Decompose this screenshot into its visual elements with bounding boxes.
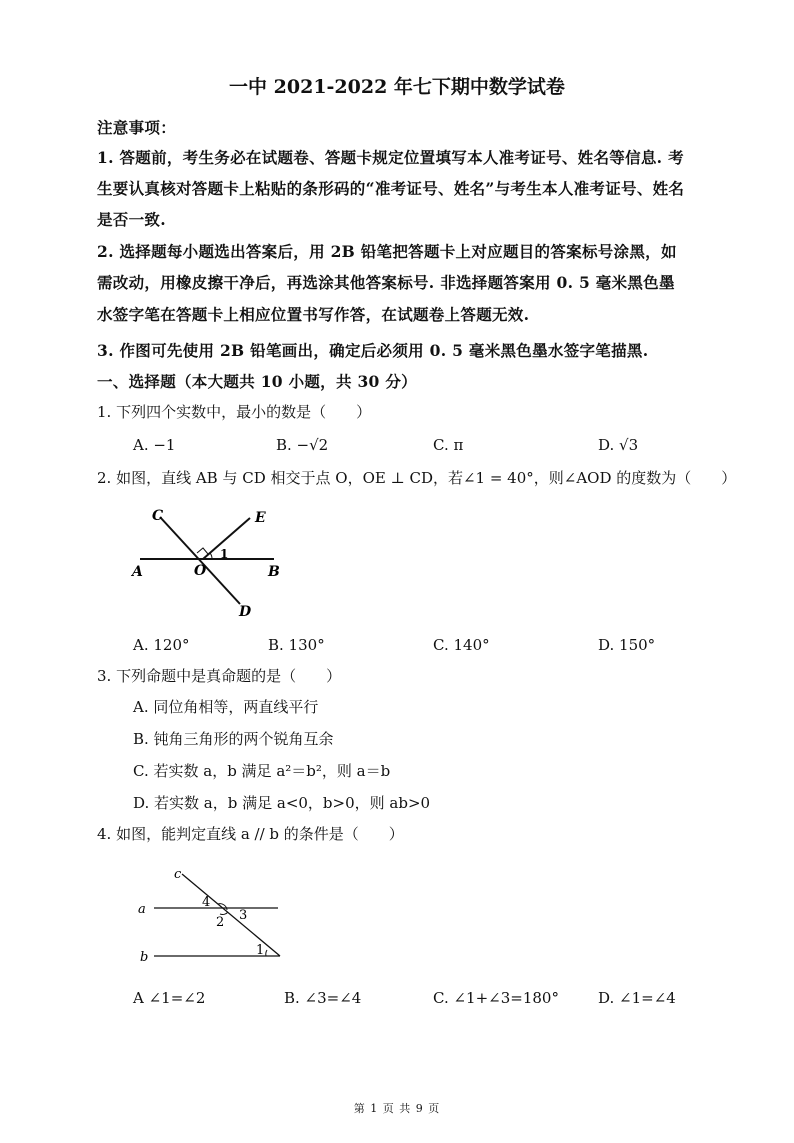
question-stem: 4. 如图，能判定直线 a // b 的条件是（ ） bbox=[97, 825, 404, 843]
figure-intersecting-lines bbox=[128, 500, 288, 622]
label-angle1: 1 bbox=[256, 943, 265, 958]
option-b: B. 钝角三角形的两个锐角互余 bbox=[133, 730, 334, 748]
option-a: A ∠1=∠2 bbox=[133, 989, 206, 1007]
label-d: D bbox=[239, 604, 252, 620]
option-d: D. 若实数 a，b 满足 a<0，b>0，则 ab>0 bbox=[133, 794, 431, 812]
option-a: A. 同位角相等，两直线平行 bbox=[133, 698, 319, 716]
page-title: 一中 2021-2022 年七下期中数学试卷 bbox=[229, 76, 565, 98]
notice-heading: 注意事项： bbox=[97, 118, 177, 137]
option-d: D. ∠1=∠4 bbox=[598, 989, 676, 1007]
notice-line: 是否一致. bbox=[97, 210, 166, 229]
option-d: D. 150° bbox=[598, 636, 656, 654]
question-stem: 2. 如图，直线 AB 与 CD 相交于点 O，OE ⊥ CD，若∠1 = 40°，则∠AOD 的度数为（ ） bbox=[97, 469, 737, 487]
question-stem: 3. 下列命题中是真命题的是（ ） bbox=[97, 667, 342, 685]
notice-line: 水签字笔在答题卡上相应位置书写作答，在试题卷上答题无效. bbox=[97, 305, 530, 324]
label-angle1: 1 bbox=[220, 547, 229, 561]
option-b: B. ∠3=∠4 bbox=[284, 989, 362, 1007]
section-heading: 一、选择题（本大题共 10 小题，共 30 分） bbox=[97, 372, 417, 391]
label-angle4: 4 bbox=[202, 895, 211, 910]
notice-line: 需改动，用橡皮擦干净后，再选涂其他答案标号. 非选择题答案用 0. 5 毫米黑色墨 bbox=[97, 273, 675, 292]
label-b: B bbox=[268, 564, 280, 580]
label-angle3: 3 bbox=[239, 908, 248, 923]
label-c: c bbox=[174, 867, 182, 882]
label-a: A bbox=[132, 564, 143, 580]
label-o: O bbox=[194, 563, 207, 579]
page-footer: 第 1 页 共 9 页 bbox=[353, 1102, 441, 1115]
notice-line: 2. 选择题每小题选出答案后，用 2B 铅笔把答题卡上对应题目的答案标号涂黑，如 bbox=[97, 242, 677, 261]
label-b: b bbox=[140, 950, 149, 965]
option-c: C. ∠1+∠3=180° bbox=[433, 989, 559, 1007]
option-d: D. √3 bbox=[598, 436, 639, 454]
question-stem: 1. 下列四个实数中，最小的数是（ ） bbox=[97, 403, 372, 421]
figure-parallel-lines bbox=[132, 862, 292, 968]
notice-line: 3. 作图可先使用 2B 铅笔画出，确定后必须用 0. 5 毫米黑色墨水签字笔描黑. bbox=[97, 341, 649, 360]
notice-line: 生要认真核对答题卡上粘贴的条形码的“准考证号、姓名”与考生本人准考证号、姓名 bbox=[97, 179, 685, 198]
option-c: C. π bbox=[433, 436, 464, 454]
option-a: A. 120° bbox=[133, 636, 190, 654]
label-c: C bbox=[152, 508, 164, 524]
option-b: B. −√2 bbox=[276, 436, 329, 454]
option-b: B. 130° bbox=[268, 636, 325, 654]
notice-line: 1. 答题前，考生务必在试题卷、答题卡规定位置填写本人准考证号、姓名等信息. 考 bbox=[97, 148, 684, 167]
option-c: C. 140° bbox=[433, 636, 490, 654]
option-c: C. 若实数 a，b 满足 a²＝b²，则 a＝b bbox=[133, 762, 391, 780]
label-a: a bbox=[138, 902, 146, 917]
label-angle2: 2 bbox=[216, 915, 225, 930]
label-e: E bbox=[255, 510, 266, 526]
option-a: A. −1 bbox=[133, 436, 176, 454]
